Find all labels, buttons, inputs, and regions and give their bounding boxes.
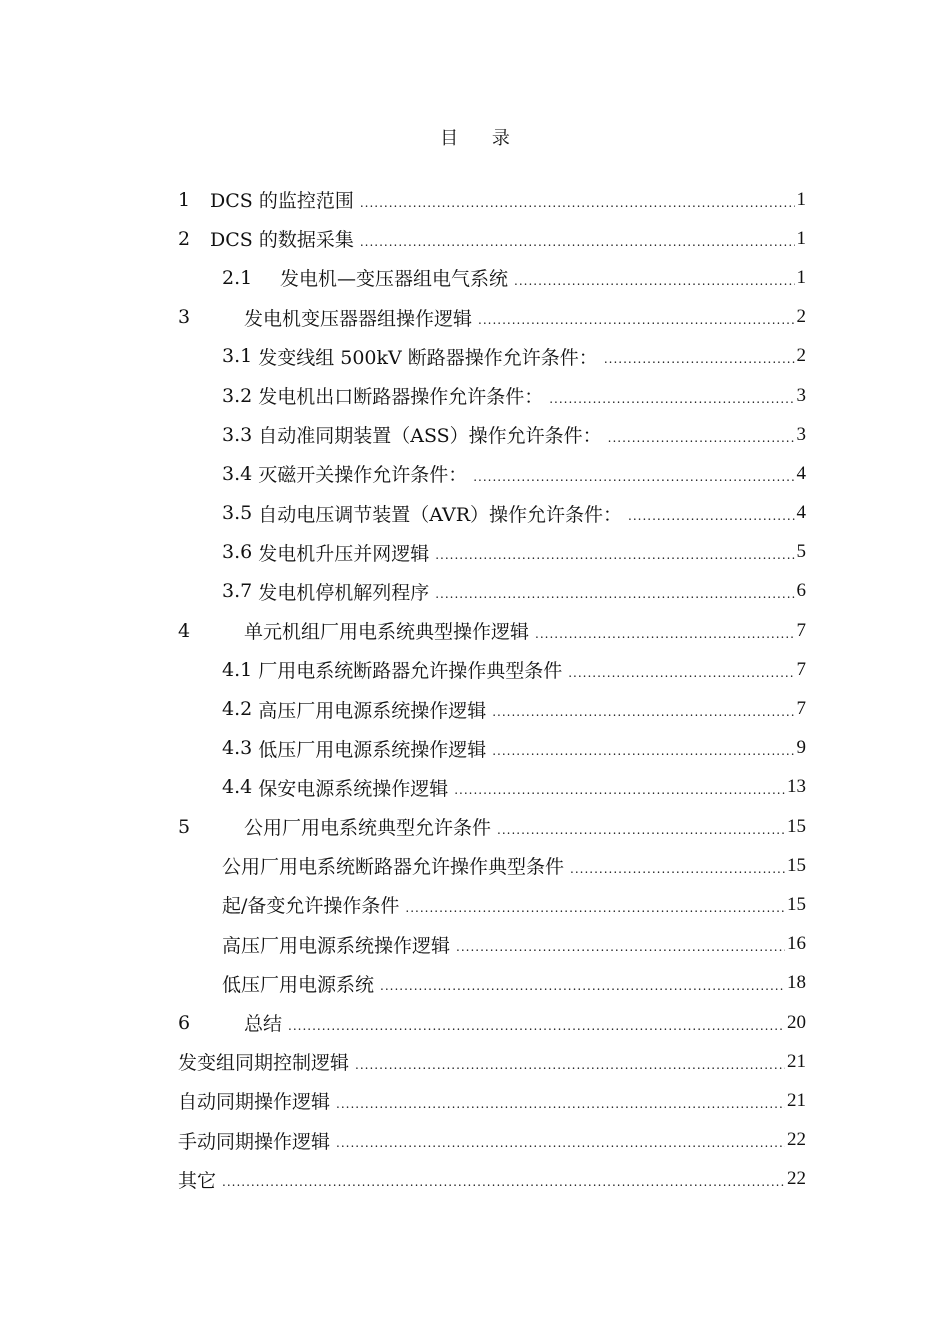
entry-title: 发电机变压器器组操作逻辑 [244,307,473,330]
dot-leader [355,1058,785,1072]
entry-number: 4.1 [222,658,253,681]
entry-page: 18 [787,972,806,994]
dot-leader [478,313,794,327]
entry-page: 22 [787,1129,806,1151]
entry-number: 2.1 [222,266,253,289]
dot-leader [288,1019,785,1033]
entry-title: 发电机—变压器组电气系统 [280,268,509,291]
toc-entry[interactable] [178,572,806,611]
dot-leader [492,744,794,758]
toc-entry[interactable] [178,219,806,258]
entry-number: 3.6 [222,541,253,564]
toc-entry[interactable] [178,689,806,728]
entry-number: 4.2 [222,698,253,721]
entry-title: 发变线组 500kV 断路器操作允许条件： [258,346,598,369]
entry-title: 发电机停机解列程序 [258,581,430,604]
toc-entry[interactable] [178,768,806,807]
toc-entry[interactable] [178,1121,806,1160]
dot-leader [360,196,795,210]
toc-entry[interactable] [178,533,806,572]
toc-entry[interactable] [178,494,806,533]
entry-title: 高压厂用电源系统操作逻辑 [258,699,487,722]
entry-page: 15 [787,854,806,876]
entry-page: 2 [796,306,806,328]
toc-entry[interactable] [178,298,806,337]
entry-page: 21 [787,1089,806,1111]
entry-page: 6 [796,580,806,602]
dot-leader [628,509,794,523]
dot-leader [360,235,795,249]
dot-leader [454,783,785,797]
entry-title: 低压厂用电源系统 [222,973,375,996]
dot-leader [222,1175,785,1189]
entry-title: 灭磁开关操作允许条件： [258,464,468,487]
entry-page: 4 [796,462,806,484]
entry-page: 7 [796,698,806,720]
toc-entry[interactable] [178,1081,806,1120]
dot-leader [535,627,794,641]
entry-title: 发变组同期控制逻辑 [178,1052,350,1075]
dot-leader [514,274,794,288]
entry-number: 3.7 [222,580,253,603]
entry-page: 4 [796,502,806,524]
dot-leader [435,587,794,601]
entry-number: 3 [178,306,191,329]
entry-title: 自动电压调节装置（AVR）操作允许条件： [258,503,623,526]
entry-number: 1 [178,188,191,211]
toc-entry[interactable] [178,1042,806,1081]
entry-number: 3.5 [222,502,253,525]
toc-entry[interactable] [178,925,806,964]
entry-page: 22 [787,1168,806,1190]
entry-page: 16 [787,933,806,955]
entry-page: 15 [787,815,806,837]
toc-entry[interactable] [178,650,806,689]
entry-title: 公用厂用电系统典型允许条件 [244,817,492,840]
entry-page: 3 [796,384,806,406]
dot-leader [570,862,785,876]
dot-leader [405,901,785,915]
toc-entry[interactable] [178,611,806,650]
entry-title: 保安电源系统操作逻辑 [258,777,449,800]
dot-leader [380,979,785,993]
dot-leader [604,352,795,366]
entry-page: 7 [796,619,806,641]
toc-entry[interactable] [178,846,806,885]
entry-page: 20 [787,1011,806,1033]
toc-entry[interactable] [178,180,806,219]
entry-page: 5 [796,541,806,563]
toc-entry[interactable] [178,1003,806,1042]
dot-leader [497,823,785,837]
dot-leader [608,431,795,445]
entry-number: 4.4 [222,776,253,799]
toc-entry[interactable] [178,415,806,454]
entry-title: 公用厂用电系统断路器允许操作典型条件 [222,856,565,879]
dot-leader [549,392,794,406]
dot-leader [336,1097,785,1111]
dot-leader [336,1136,785,1150]
entry-title: 总结 [244,1013,283,1036]
dot-leader [456,940,785,954]
entry-title: 手动同期操作逻辑 [178,1130,331,1153]
entry-number: 3.1 [222,345,253,368]
toc-entry[interactable] [178,964,806,1003]
entry-title: 低压厂用电源系统操作逻辑 [258,738,487,761]
entry-number: 4 [178,619,191,642]
entry-title: 高压厂用电源系统操作逻辑 [222,934,451,957]
entry-page: 15 [787,893,806,915]
entry-page: 7 [796,658,806,680]
toc-entry[interactable] [178,729,806,768]
entry-page: 21 [787,1050,806,1072]
entry-page: 1 [796,266,806,288]
entry-number: 3.3 [222,423,253,446]
entry-title: 单元机组厂用电系统典型操作逻辑 [244,621,530,644]
entry-title: 自动同期操作逻辑 [178,1091,331,1114]
toc-entry[interactable] [178,885,806,924]
entry-title: 厂用电系统断路器允许操作典型条件 [258,660,563,683]
entry-page: 3 [796,423,806,445]
entry-page: 1 [796,227,806,249]
entry-title: 起/备变允许操作条件 [222,895,400,918]
entry-title: DCS 的数据采集 [210,229,354,252]
entry-number: 4.3 [222,737,253,760]
toc-entry[interactable] [178,454,806,493]
table-of-contents [178,180,806,1199]
toc-entry[interactable] [178,807,806,846]
toc-entry[interactable] [178,376,806,415]
entry-title: DCS 的监控范围 [210,190,354,213]
toc-entry[interactable] [178,258,806,297]
toc-entry[interactable] [178,1160,806,1199]
toc-entry[interactable] [178,337,806,376]
entry-number: 3.4 [222,462,253,485]
dot-leader [473,470,794,484]
entry-number: 2 [178,227,191,250]
entry-number: 5 [178,815,191,838]
dot-leader [492,705,794,719]
dot-leader [435,548,794,562]
entry-page: 13 [787,776,806,798]
entry-number: 3.2 [222,384,253,407]
entry-page: 9 [796,737,806,759]
entry-title: 其它 [178,1169,217,1192]
dot-leader [568,666,794,680]
entry-page: 2 [796,345,806,367]
entry-title: 自动准同期装置（ASS）操作允许条件： [258,425,602,448]
entry-number: 6 [178,1011,191,1034]
entry-page: 1 [796,188,806,210]
entry-title: 发电机升压并网逻辑 [258,542,430,565]
entry-title: 发电机出口断路器操作允许条件： [258,386,544,409]
toc-title: 目 录 [440,128,524,149]
